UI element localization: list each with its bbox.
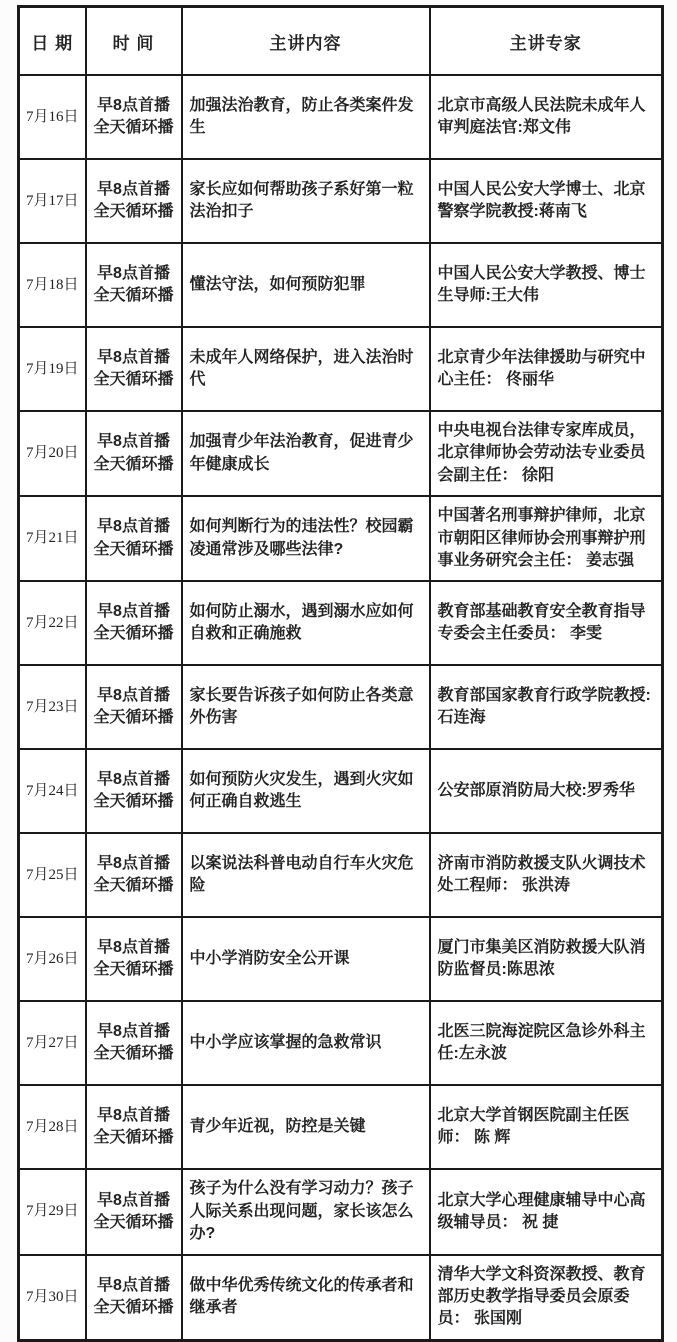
table-row: [19, 327, 663, 411]
content-cell: 家长应如何帮助孩子系好第一粒法治扣子: [182, 159, 430, 243]
table-row: [19, 917, 663, 1001]
time-first-broadcast: 早8点首播: [97, 180, 170, 198]
expert-cell: 中国著名刑事辩护律师，北京市朝阳区律师协会刑事辩护刑事业务研究会主任： 姜志强: [430, 496, 663, 581]
date-cell: 7月27日: [19, 1001, 86, 1085]
time-loop-broadcast: 全天循环播: [93, 1129, 174, 1147]
time-first-broadcast: 早8点首播: [97, 348, 170, 366]
time-cell: [86, 159, 182, 243]
content-cell: 加强青少年法治教育，促进青少年健康成长: [182, 411, 430, 496]
time-cell: [86, 327, 182, 411]
time-loop-broadcast: 全天循环播: [93, 1213, 174, 1231]
table-row: [19, 581, 663, 665]
header-row: [19, 7, 663, 76]
time-loop-broadcast: 全天循环播: [93, 119, 174, 136]
time-loop-broadcast: 全天循环播: [93, 455, 174, 473]
time-first-broadcast: 早8点首播: [97, 770, 170, 788]
time-first-broadcast: 早8点首播: [97, 518, 170, 536]
time-cell: [86, 496, 182, 581]
table-row: [19, 411, 663, 496]
time-first-broadcast: 早8点首播: [97, 1276, 170, 1294]
content-cell: 孩子为什么没有学习动力？孩子人际关系出现问题，家长该怎么办?: [182, 1169, 430, 1254]
expert-cell: 厦门市集美区消防救援大队消防监督员:陈思浓: [430, 917, 663, 1001]
column-header-content: 主讲内容: [182, 7, 430, 76]
column-header-expert: 主讲专家: [430, 7, 663, 76]
date-cell: 7月30日: [19, 1255, 86, 1341]
content-cell: 中小学消防安全公开课: [182, 917, 430, 1001]
expert-cell: 中央电视台法律专家库成员，北京律师协会劳动法专业委员会副主任： 徐阳: [430, 411, 663, 496]
date-cell: 7月18日: [19, 243, 86, 327]
content-cell: 青少年近视，防控是关键: [182, 1085, 430, 1169]
time-first-broadcast: 早8点首播: [97, 1191, 170, 1209]
date-cell: 7月24日: [19, 749, 86, 833]
content-cell: 如何防止溺水，遇到溺水应如何自救和正确施救: [182, 581, 430, 665]
table-row: [19, 1169, 663, 1254]
table-row: [19, 1255, 663, 1341]
time-loop-broadcast: 全天循环播: [93, 1299, 174, 1317]
column-header-date: 日 期: [19, 7, 86, 76]
time-first-broadcast: 早8点首播: [97, 1106, 170, 1124]
time-cell: [86, 833, 182, 917]
date-cell: 7月17日: [19, 159, 86, 243]
expert-cell: 济南市消防救援支队火调技术处工程师： 张洪涛: [430, 833, 663, 917]
date-cell: 7月16日: [19, 75, 86, 159]
table-row: [19, 1001, 663, 1085]
time-cell: [86, 1255, 182, 1341]
time-cell: [86, 243, 182, 327]
time-cell: [86, 1001, 182, 1085]
expert-cell: 北京大学首钢医院副主任医师： 陈 辉: [430, 1085, 663, 1169]
content-cell: 中小学应该掌握的急救常识: [182, 1001, 430, 1085]
time-loop-broadcast: 全天循环播: [93, 287, 174, 304]
date-cell: 7月20日: [19, 411, 86, 496]
content-cell: 加强法治教育，防止各类案件发生: [182, 75, 430, 159]
expert-cell: 教育部国家教育行政学院教授:石连海: [430, 665, 663, 749]
expert-cell: 公安部原消防局大校:罗秀华: [430, 749, 663, 833]
content-cell: 如何预防火灾发生，遇到火灾如何正确自救逃生: [182, 749, 430, 833]
date-cell: 7月21日: [19, 496, 86, 581]
date-cell: 7月29日: [19, 1169, 86, 1254]
table-row: [19, 749, 663, 833]
table-header: [19, 7, 663, 76]
time-cell: [86, 749, 182, 833]
table-row: [19, 159, 663, 243]
time-loop-broadcast: 全天循环播: [93, 1045, 174, 1063]
expert-cell: 北医三院海淀院区急诊外科主任:左永波: [430, 1001, 663, 1085]
expert-cell: 中国人民公安大学教授、博士生导师:王大伟: [430, 243, 663, 327]
time-cell: [86, 581, 182, 665]
content-cell: 如何判断行为的违法性？校园霸凌通常涉及哪些法律?: [182, 496, 430, 581]
time-loop-broadcast: 全天循环播: [93, 877, 174, 895]
expert-cell: 北京大学心理健康辅导中心高级辅导员： 祝 捷: [430, 1169, 663, 1254]
time-loop-broadcast: 全天循环播: [93, 961, 174, 979]
date-cell: 7月19日: [19, 327, 86, 411]
date-cell: 7月28日: [19, 1085, 86, 1169]
time-first-broadcast: 早8点首播: [97, 938, 170, 956]
time-cell: [86, 75, 182, 159]
time-loop-broadcast: 全天循环播: [93, 625, 174, 643]
time-loop-broadcast: 全天循环播: [93, 793, 174, 811]
time-first-broadcast: 早8点首播: [97, 96, 170, 114]
table-row: [19, 1085, 663, 1169]
table-row: [19, 833, 663, 917]
time-cell: [86, 665, 182, 749]
table-row: [19, 243, 663, 327]
table-row: [19, 665, 663, 749]
expert-cell: 教育部基础教育安全教育指导专委会主任委员： 李雯: [430, 581, 663, 665]
time-first-broadcast: 早8点首播: [97, 686, 170, 704]
expert-cell: 北京市高级人民法院未成年人审判庭法官:郑文伟: [430, 75, 663, 159]
time-cell: [86, 1169, 182, 1254]
time-first-broadcast: 早8点首播: [97, 854, 170, 872]
expert-cell: 中国人民公安大学博士、北京警察学院教授:蒋南飞: [430, 159, 663, 243]
content-cell: 做中华优秀传统文化的传承者和继承者: [182, 1255, 430, 1341]
content-cell: 懂法守法，如何预防犯罪: [182, 243, 430, 327]
column-header-time: 时 间: [86, 7, 182, 76]
time-first-broadcast: 早8点首播: [97, 433, 170, 451]
expert-cell: 清华大学文科资深教授、教育部历史教学指导委员会原委员： 张国刚: [430, 1255, 663, 1341]
time-first-broadcast: 早8点首播: [97, 264, 170, 282]
date-cell: 7月25日: [19, 833, 86, 917]
time-cell: [86, 411, 182, 496]
date-cell: 7月23日: [19, 665, 86, 749]
time-loop-broadcast: 全天循环播: [93, 203, 174, 220]
time-first-broadcast: 早8点首播: [97, 1022, 170, 1040]
time-cell: [86, 917, 182, 1001]
time-cell: [86, 1085, 182, 1169]
time-loop-broadcast: 全天循环播: [93, 371, 174, 388]
date-cell: 7月26日: [19, 917, 86, 1001]
schedule-table: [17, 5, 664, 1342]
content-cell: 未成年人网络保护，进入法治时代: [182, 327, 430, 411]
table-row: [19, 496, 663, 581]
time-loop-broadcast: 全天循环播: [93, 709, 174, 727]
time-first-broadcast: 早8点首播: [97, 602, 170, 620]
time-loop-broadcast: 全天循环播: [93, 540, 174, 558]
expert-cell: 北京青少年法律援助与研究中心主任： 佟丽华: [430, 327, 663, 411]
content-cell: 家长要告诉孩子如何防止各类意外伤害: [182, 665, 430, 749]
date-cell: 7月22日: [19, 581, 86, 665]
table-body: [19, 75, 663, 1340]
table-row: [19, 75, 663, 159]
content-cell: 以案说法科普电动自行车火灾危险: [182, 833, 430, 917]
